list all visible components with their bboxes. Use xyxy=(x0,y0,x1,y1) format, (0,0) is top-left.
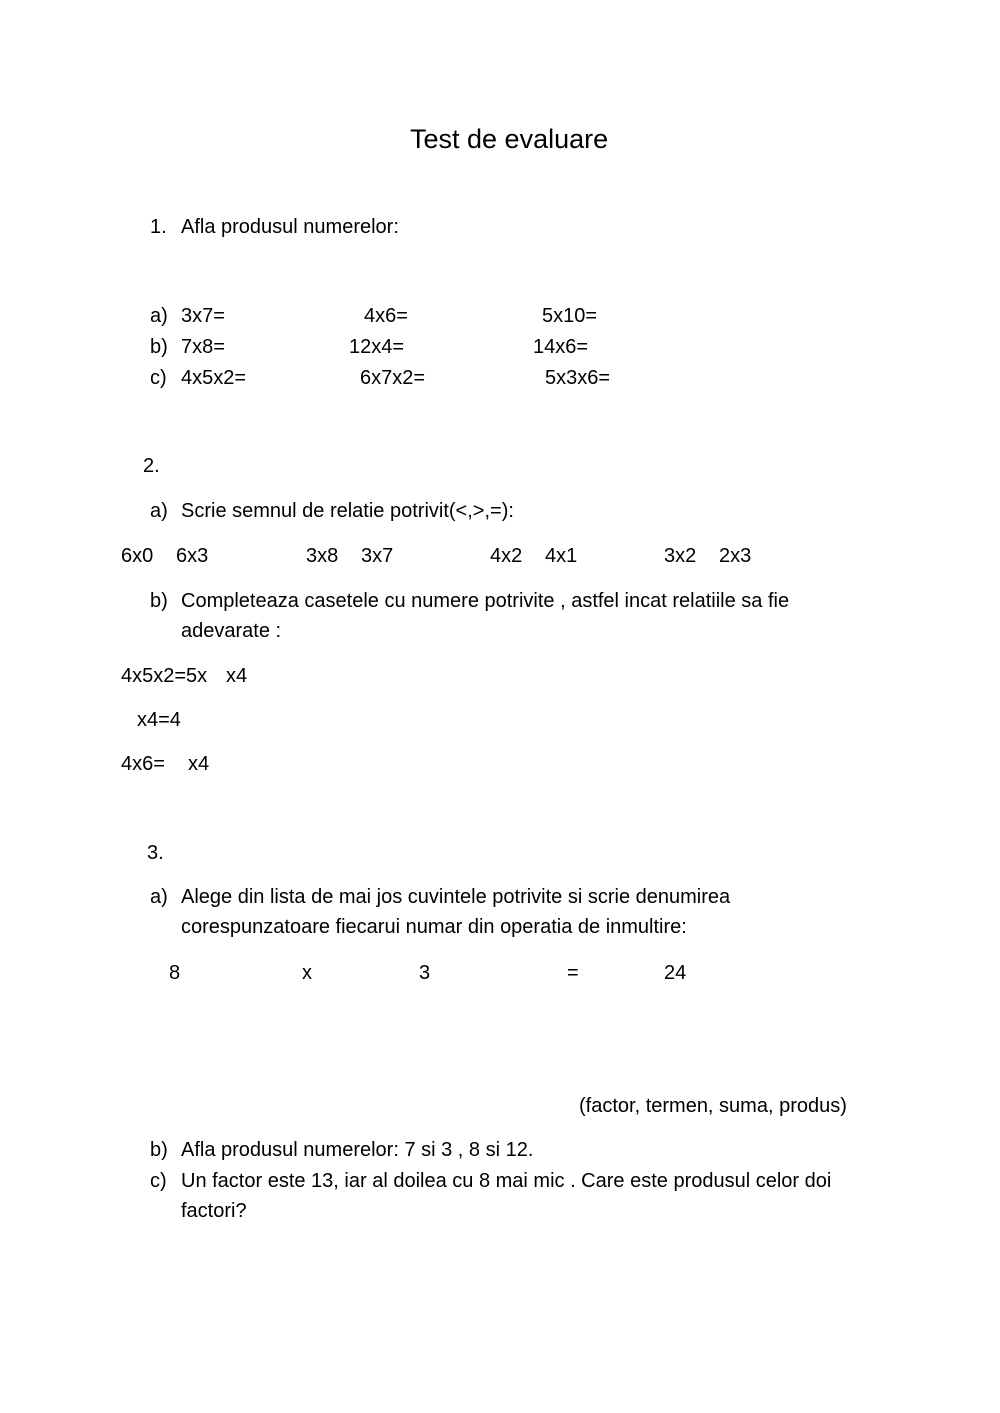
section3-a-text-line2: corespunzatoare fiecarui numar din operatia de inmultire: xyxy=(181,916,687,938)
page-title: Test de evaluare xyxy=(410,124,609,154)
section3-b-label: b) xyxy=(150,1139,168,1161)
section2-b-text-line2: adevarate : xyxy=(181,620,282,642)
row-c-item-3: 5x3x6= xyxy=(545,367,611,389)
section2-a-text: Scrie semnul de relatie potrivit(<,>,=): xyxy=(181,500,514,522)
section1-heading: Afla produsul numerelor: xyxy=(181,216,399,238)
operation-factor-2: 3 xyxy=(419,962,431,984)
row-a-item-1: 3x7= xyxy=(181,305,225,327)
row-b-item-1: 7x8= xyxy=(181,336,225,358)
comparison-4-left: 3x2 xyxy=(664,545,697,567)
section2-b-label: b) xyxy=(150,590,168,612)
equation-1-left: 4x5x2=5x xyxy=(121,665,208,687)
row-a-label: a) xyxy=(150,305,168,327)
comparison-2-right: 3x7 xyxy=(361,545,394,567)
row-a-item-2: 4x6= xyxy=(364,305,408,327)
section2-b-text-line1: Completeaza casetele cu numere potrivite , astfel incat relatiile sa fie xyxy=(181,590,790,612)
section3-number: 3. xyxy=(147,842,164,864)
operation-factor-1: 8 xyxy=(169,962,181,984)
equation-1-right: x4 xyxy=(226,665,248,687)
comparison-2-left: 3x8 xyxy=(306,545,339,567)
section3-c-text-line2: factori? xyxy=(181,1200,247,1222)
section3-b-text: Afla produsul numerelor: 7 si 3 , 8 si 12. xyxy=(181,1139,534,1161)
row-b-label: b) xyxy=(150,336,168,358)
section3-c-text-line1: Un factor este 13, iar al doilea cu 8 mai mic . Care este produsul celor doi xyxy=(181,1170,832,1192)
section3-a-label: a) xyxy=(150,886,168,908)
comparison-3-left: 4x2 xyxy=(490,545,523,567)
row-b-item-2: 12x4= xyxy=(349,336,405,358)
section1-number: 1. xyxy=(150,216,167,238)
section3-a-text-line1: Alege din lista de mai jos cuvintele potrivite si scrie denumirea xyxy=(181,886,731,908)
comparison-4-right: 2x3 xyxy=(719,545,752,567)
equation-2: x4=4 xyxy=(137,709,181,731)
equation-3-right: x4 xyxy=(188,753,210,775)
section2-number: 2. xyxy=(143,455,160,477)
operation-equals-sign: = xyxy=(567,962,579,984)
equation-3-left: 4x6= xyxy=(121,753,165,775)
comparison-3-right: 4x1 xyxy=(545,545,578,567)
operation-times-sign: x xyxy=(302,962,312,984)
row-c-item-1: 4x5x2= xyxy=(181,367,247,389)
section3-c-label: c) xyxy=(150,1170,167,1192)
row-c-item-2: 6x7x2= xyxy=(360,367,426,389)
operation-product: 24 xyxy=(664,962,687,984)
row-c-label: c) xyxy=(150,367,167,389)
comparison-1-left: 6x0 xyxy=(121,545,154,567)
row-b-item-3: 14x6= xyxy=(533,336,589,358)
comparison-1-right: 6x3 xyxy=(176,545,209,567)
word-list: (factor, termen, suma, produs) xyxy=(579,1095,847,1117)
row-a-item-3: 5x10= xyxy=(542,305,598,327)
section2-a-label: a) xyxy=(150,500,168,522)
